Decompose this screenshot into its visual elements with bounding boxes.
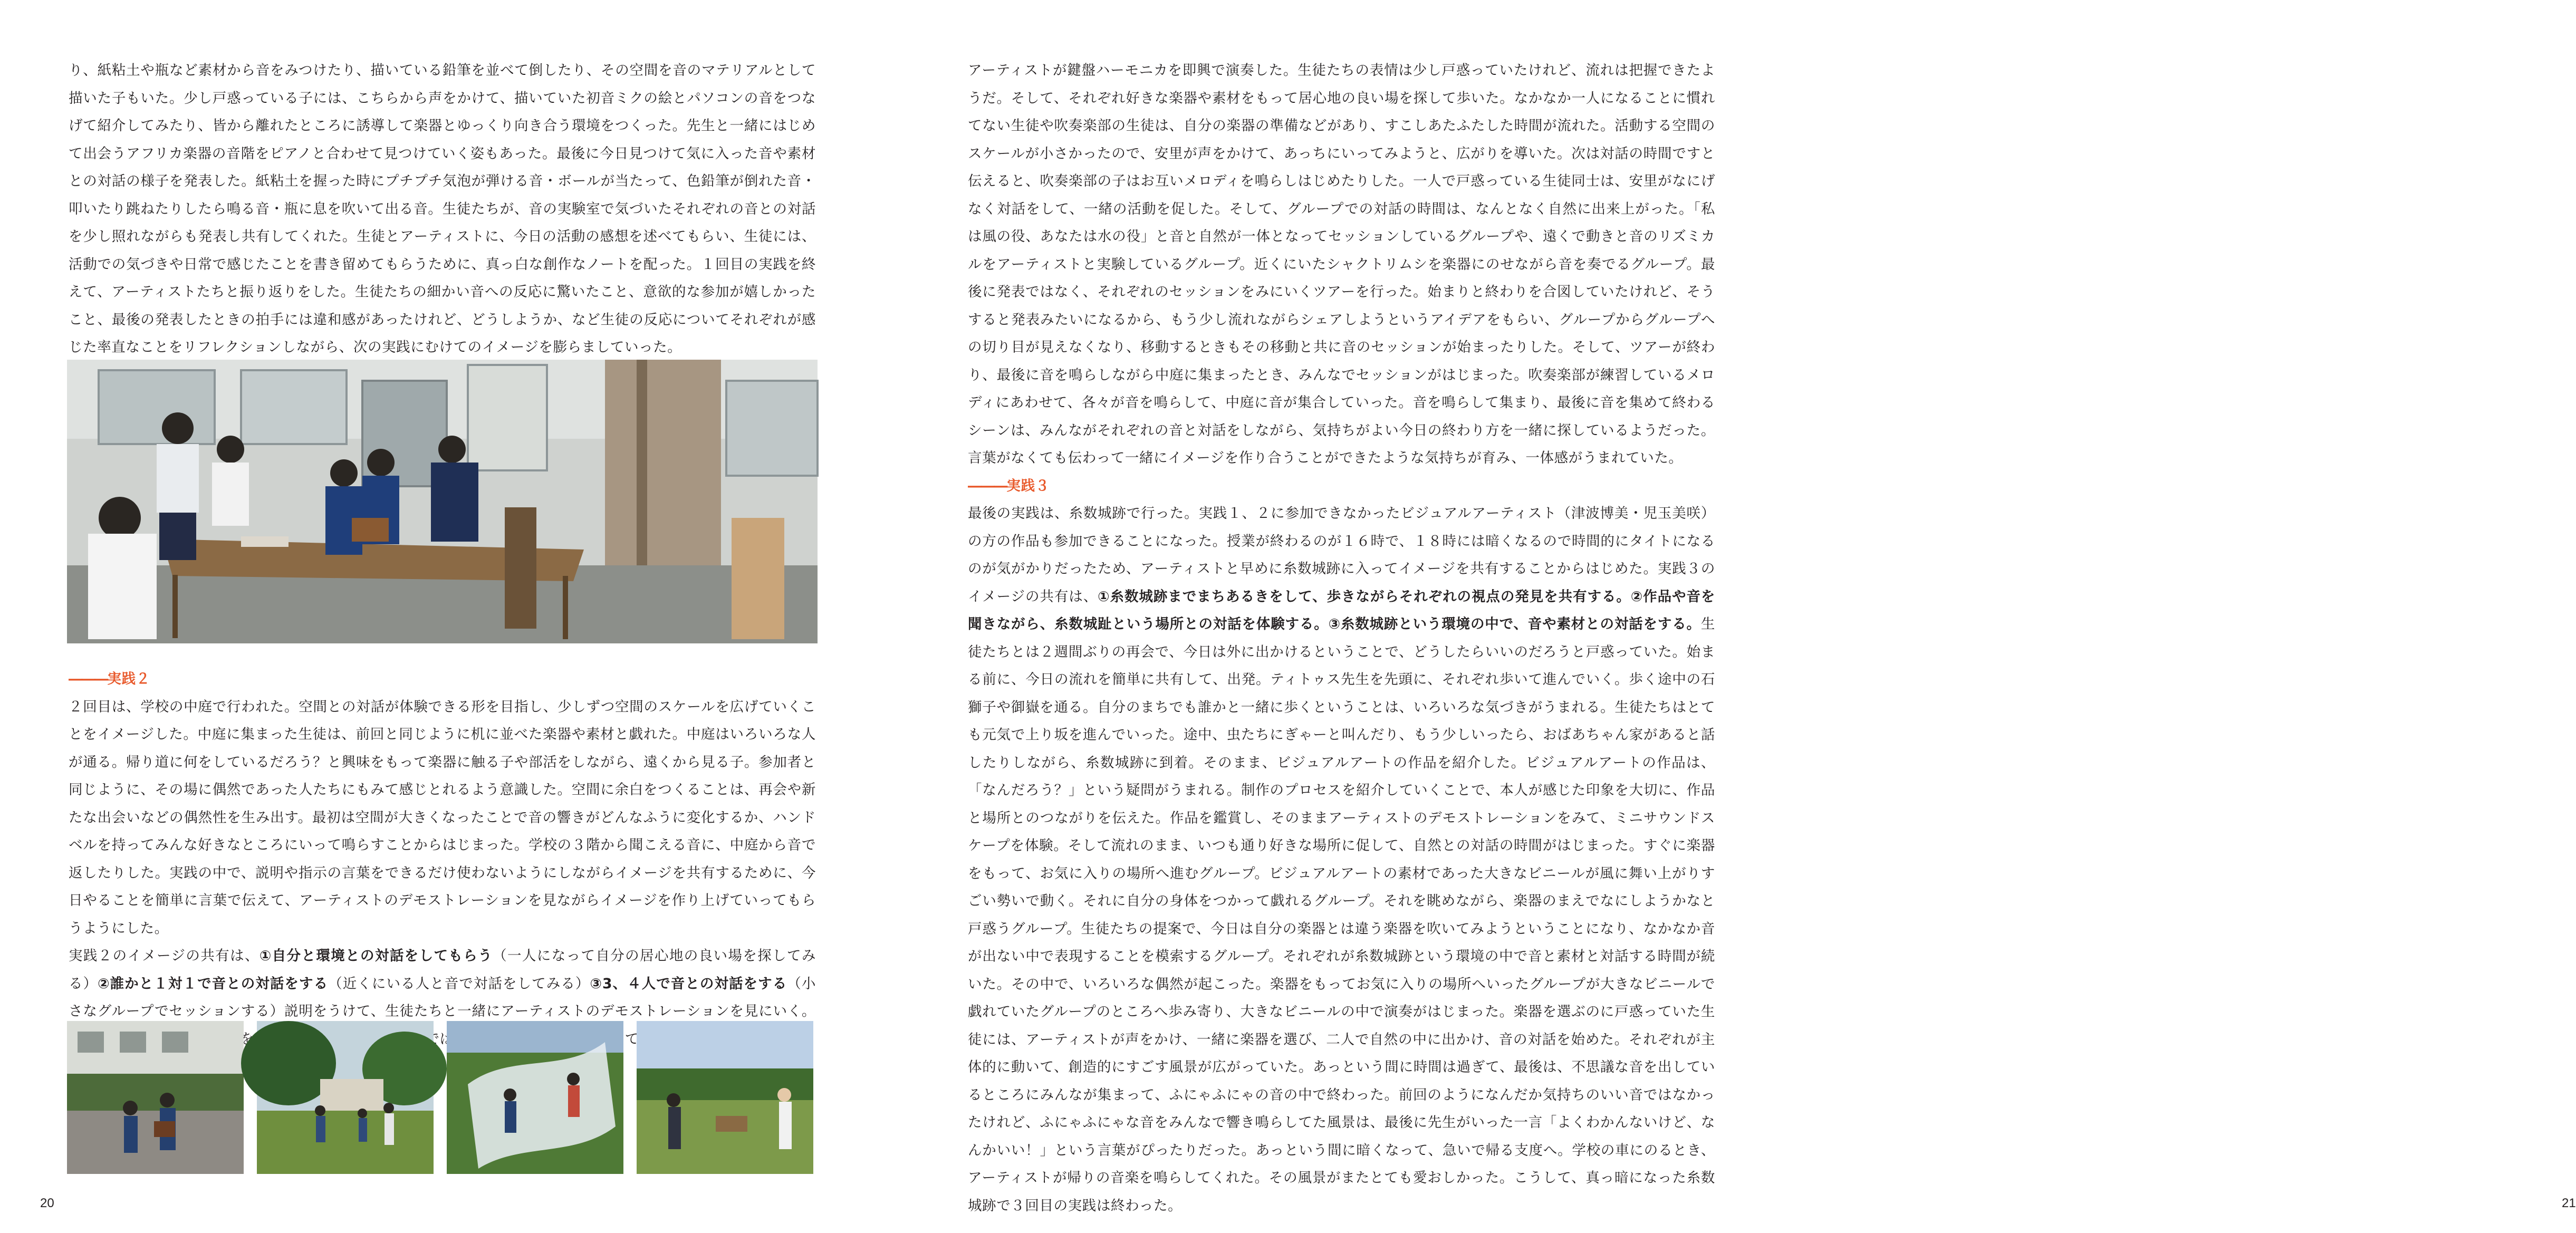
bold-point-1: ①糸数城跡までまちあるきをして、歩きながらそれぞれの視点の発見を共有する。 bbox=[1098, 588, 1631, 605]
outdoor-session-photo bbox=[637, 1021, 813, 1174]
section-3-heading bbox=[968, 473, 1715, 500]
heading-dash: ――― bbox=[69, 671, 108, 687]
bold-point-2: ②作品や音を聞きながら、糸数城趾という場所との対話を体験する。 bbox=[968, 588, 1715, 632]
text-run: 実践２のイメージの共有は、 bbox=[69, 948, 259, 964]
text-run: 説明をうけて、生徒たちと一緒にアーティストのデモストレーションを見にいく。 じてもらう時間をたっぷりつくった。運動場ではサッカー部がサッカーをしているところで、 bbox=[139, 1003, 816, 1047]
workshop-photo bbox=[67, 360, 818, 643]
right-text-column bbox=[968, 57, 1715, 1220]
section-2-heading bbox=[69, 666, 816, 693]
bold-point-2: ②誰かと１対１で音との対話をする bbox=[98, 975, 329, 992]
page-number: 20 bbox=[40, 1196, 54, 1210]
text-run: （一人になって自分の居心地の良い場を探してみる） bbox=[69, 948, 816, 992]
right-page bbox=[872, 0, 2576, 1233]
section-2-column bbox=[69, 666, 816, 1053]
text-run: （小さなグループでセッションする） bbox=[69, 975, 816, 1019]
section-2-paragraph-1: ２回目は、学校の中庭で行われた。空間との対話が体験できる形を目指し、少しずつ空間のスケールを広げていくことをイメージした。中庭に集まった生徒は、前回と同じように机に並べた楽器や素材と戯れた。中庭はいろいろな人が通る。帰り道に何をしているだろう？と興味をもって楽器に触る子や部活をしながら、遠くから見る子。参加者と同じように、その場に偶然であった人たちにもみて感じとれるよう意識した。空間に余白をつくることは、再会や新たな出会いなどの偶然性を生み出す。最初は空間が大きくなったことで音の響きがどんなふうに変化するか、ハンドベルを持ってみんな好きなところにいって鳴らすことからはじまった。学校の３階から聞こえる音に、中庭から音で返したりした。実践の中で、説明や指示の言葉をできるだけ使わないようにしながらイメージを共有するために、今日やることを簡単に言葉で伝えて、アーティストのデモストレーションを見ながらイメージを作り上げていってもらうようにした。 bbox=[69, 698, 816, 937]
text-run: （近くにいる人と音で対話をしてみる） bbox=[328, 975, 590, 992]
bold-point-1: ①自分と環境との対話をしてもらう bbox=[259, 948, 493, 964]
text-run: 最後の実践は、糸数城跡で行った。実践１、２に参加できなかったビジュアルアーティスト（津波博美・児玉美咲）の方の作品も参加できることになった。授業が終わるのが１６時で、１８時には暗くなるので時間的にタイトになるのが気がかりだったため、アーティストと早めに糸数城跡に入ってイメージを共有することからはじめた。実践３のイメージの共有は、 bbox=[968, 505, 1715, 605]
section-3-paragraph bbox=[968, 500, 1715, 1220]
text-run: 生徒たちとは２週間ぶりの再会で、今日は外に出かけるということで、どうしたらいいのだろうと戸惑っていた。始まる前に、今日の流れを簡単に共有して、出発。ティトゥス先生を先頭に、それぞれ歩いて進んでいく。歩く途中の石獅子や御嶽を通る。自分のまちでも誰かと一緒に歩くということは、いろいろな気づきがうまれる。生徒たちはとても元気で上り坂を進んでいった。途中、虫たちにぎゃーと叫んだり、もう少しいったら、おばあちゃん家があると話したりしながら、糸数城跡に到着。そのまま、ビジュアルアートの作品を紹介した。ビジュアルアートの作品は、「なんだろう？」という疑問がうまれる。制作のプロセスを紹介していくことで、本人が感じた印象を大切に、作品と場所とのつながりを伝えた。作品を鑑賞し、そのままアーティストのデモストレーションをみて、ミニサウンドスケープを体験。そして流れのまま、いつも通り好きな場所に促して、自然との対話の時間がはじまった。すぐに楽器をもって、お気に入りの場所へ進むグループ。ビジュアルアートの素材であった大きなビニールが風に舞い上がりすごい勢いで動く。それに自分の身体をつかって戯れるグループ。それを眺めながら、楽器のまえでなにしようかなと戸惑うグループ。生徒たちの提案で、今日は自分の楽器とは違う楽器を吹いてみようということになり、なかなか音が出ない中で表現することを模索するグループ。それぞれが糸数城跡という環境の中で音と素材と対話する時間が続いた。その中で、いろいろな偶然が起こった。楽器をもってお気に入りの場所へいったグループが大きなビニールで戯れていたグループのところへ歩み寄り、大きなビニールの中で演奏がはじまった。楽器を選ぶのに戸惑っていた生徒には、アーティストが声をかけ、一緒に楽器を選び、二人で自然の中に出かけ、音の対話を始めた。それぞれが主体的に動いて、創造的にすごす風景が広がっていた。あっという間に時間は過ぎて、最後は、不思議な音を出しているところにみんなが集まって、ふにゃふにゃの音の中で終わった。前回のようになんだか気持ちのいい音ではなかったけれど、ふにゃふにゃな音をみんなで響き鳴らしてた風景は、最後に先生がいった一言「よくわかんないけど、なんかいい！」という言葉がぴったりだった。あっという間に暗くなって、急いで帰る支度へ。学校の車にのるとき、アーティストが帰りの音楽を鳴らしてくれた。その風景がまたとても愛おしかった。こうして、真っ暗になった糸数城跡で３回目の実践は終わった。 bbox=[968, 616, 1716, 1214]
page-number: 21 bbox=[2562, 1196, 2576, 1210]
left-page bbox=[0, 0, 872, 1233]
bold-point-3: ③3、４人で音との対話をする bbox=[590, 975, 787, 992]
bold-point-3: ③糸数城跡という環境の中で、音や素材との対話をする。 bbox=[1328, 616, 1701, 632]
right-paragraph-1: アーティストが鍵盤ハーモニカを即興で演奏した。生徒たちの表情は少し戸惑っていたけれど、流れは把握できたようだ。そして、それぞれ好きな楽器や素材をもって居心地の良い場を探して歩いた。なかなか一人になることに慣れてない生徒や吹奏楽部の生徒は、自分の楽器の準備などがあり、すこしあたふたした時間が流れた。活動する空間のスケールが小さかったので、安里が声をかけて、あっちにいってみようと、広がりを導いた。次は対話の時間ですと伝えると、吹奏楽部の子はお互いメロディを鳴らしはじめたりした。一人で戸惑っている生徒同士は、安里がなにげなく対話をして、一緒の活動を促した。そして、グループでの対話の時間は、なんとなく自然に出来上がった。「私は風の役、あなたは水の役」と音と自然が一体となってセッションしているグループや、遠くで動きと音のリズミカルをアーティストと実験しているグループ。近くにいたシャクトリムシを楽器にのせながら音を奏でるグループ。最後に発表ではなく、それぞれのセッションをみにいくツアーを行った。始まりと終わりを合図していたけれど、そうすると発表みたいになるから、もう少し流れながらシェアしようというアイデアをもらい、グループからグループへの切り目が見えなくなり、移動するときもその移動と共に音のセッションが始まったりした。そして、ツアーが終わり、最後に音を鳴らしながら中庭に集まったとき、みんなでセッションがはじまった。吹奏楽部が練習しているメロディにあわせて、各々が音を鳴らして、中庭に音が集合していった。音を鳴らして集まり、最後に音を集めて終わるシーンは、みんながそれぞれの音と対話をしながら、気持ちがよい今日の終わり方を一緒に探しているようだった。言葉がなくても伝わって一緒にイメージを作り合うことができたような気持ちが育み、一体感がうまれていた。 bbox=[968, 62, 1715, 466]
left-intro-column bbox=[69, 57, 816, 362]
heading-dash: ――― bbox=[968, 477, 1007, 494]
heading-text: 実践２ bbox=[107, 671, 150, 687]
intro-paragraph: り、紙粘土や瓶など素材から音をみつけたり、描いている鉛筆を並べて倒したり、その空間を音のマテリアルとして描いた子もいた。少し戸惑っている子には、こちらから声をかけて、描いていた初音ミクの絵とパソコンの音をつなげて紹介してみたり、皆から離れたところに誘導して楽器とゆっくり向き合う環境をつくった。先生と一緒にはじめて出会うアフリカ楽器の音階をピアノと合わせて見つけていく姿もあった。最後に今日見つけて気に入った音や素材との対話の様子を発表した。紙粘土を握った時にプチプチ気泡が弾ける音・ボールが当たって、色鉛筆が倒れた音・叩いたり跳ねたりしたら鳴る音・瓶に息を吹いて出る音。生徒たちが、音の実験室で気づいたそれぞれの音との対話を少し照れながらも発表し共有してくれた。生徒とアーティストに、今日の活動の感想を述べてもらい、生徒には、活動での気づきや日常で感じたことを書き留めてもらうために、真っ白な創作なノートを配った。１回目の実践を終えて、アーティストたちと振り返りをした。生徒たちの細かい音への反応に驚いたこと、意欲的な参加が嬉しかったこと、最後の発表したときの拍手には違和感があったけれど、どうしようか、など生徒の反応についてそれぞれが感じた率直なことをリフレクションしながら、次の実践にむけてのイメージを膨らましていった。 bbox=[69, 62, 816, 355]
heading-text: 実践３ bbox=[1006, 477, 1050, 494]
schoolyard-photo bbox=[67, 1021, 244, 1174]
courtyard-trees-photo bbox=[257, 1021, 434, 1174]
vinyl-sheet-photo bbox=[447, 1021, 623, 1174]
